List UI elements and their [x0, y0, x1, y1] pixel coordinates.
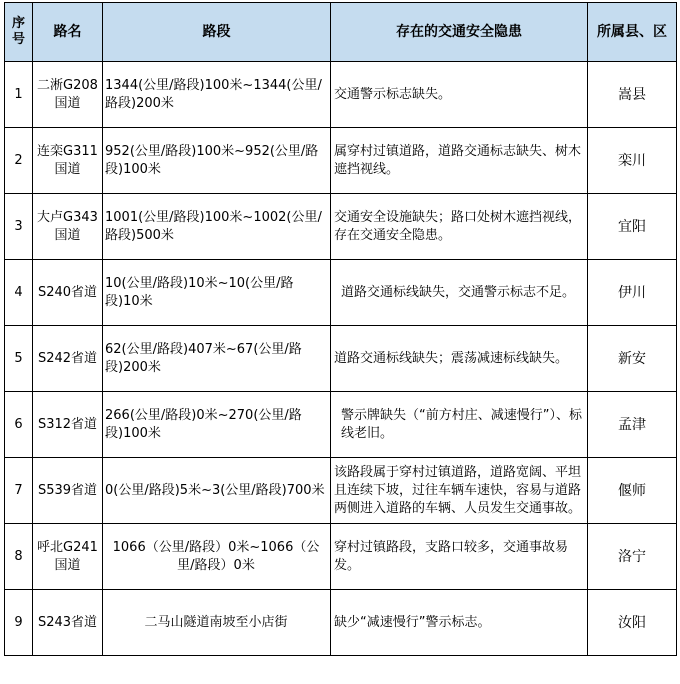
road-name	[33, 392, 103, 458]
row-number: 3	[5, 194, 33, 260]
road-name	[33, 524, 103, 590]
table-row	[5, 194, 677, 260]
road-name	[33, 194, 103, 260]
header-row	[5, 3, 677, 62]
road-name-line1: 呼北G241	[37, 539, 98, 555]
road-name	[33, 260, 103, 326]
header-serial-line2: 号	[11, 32, 25, 47]
header-road-name: 路名	[33, 3, 103, 62]
table-row	[5, 326, 677, 392]
district: 新安	[588, 326, 677, 392]
hazard-description: 属穿村过镇道路，道路交通标志缺失、树木遮挡视线。	[331, 128, 588, 194]
table-row	[5, 128, 677, 194]
road-segment: 1066（公里/路段）0米~1066（公里/路段）0米	[103, 524, 331, 590]
header-district: 所属县、区	[588, 3, 677, 62]
road-name	[33, 590, 103, 656]
road-segment: 0(公里/路段)5米~3(公里/路段)700米	[103, 458, 331, 524]
road-segment: 1344(公里/路段)100米~1344(公里/路段)200米	[103, 62, 331, 128]
hazard-table	[4, 2, 677, 656]
road-name-line1: S242省道	[37, 350, 98, 366]
district: 汝阳	[588, 590, 677, 656]
road-name-line1: 连栾G311	[37, 143, 98, 159]
table-row	[5, 392, 677, 458]
road-name-line1: 大卢G343	[37, 209, 98, 225]
road-name-line2: 国道	[54, 227, 81, 243]
header-segment: 路段	[103, 3, 331, 62]
district: 伊川	[588, 260, 677, 326]
road-name-line2: 国道	[54, 95, 81, 111]
hazard-description: 道路交通标线缺失；震荡减速标线缺失。	[331, 326, 588, 392]
header-hazard: 存在的交通安全隐患	[331, 3, 588, 62]
header-serial-line1: 序	[11, 16, 25, 31]
road-name-line1: S312省道	[37, 416, 98, 432]
table-row	[5, 260, 677, 326]
district: 偃师	[588, 458, 677, 524]
row-number: 8	[5, 524, 33, 590]
row-number: 9	[5, 590, 33, 656]
road-name-line1: 二淅G208	[37, 77, 98, 93]
road-name	[33, 128, 103, 194]
road-name-line2: 国道	[54, 557, 81, 573]
header-serial-number	[5, 3, 33, 62]
road-name-line1: S539省道	[37, 482, 98, 498]
table-row	[5, 590, 677, 656]
road-name	[33, 62, 103, 128]
road-name	[33, 326, 103, 392]
district: 宜阳	[588, 194, 677, 260]
road-segment: 266(公里/路段)0米~270(公里/路段)100米	[103, 392, 331, 458]
hazard-description: 该路段属于穿村过镇道路，道路宽阔、平坦且连续下坡，过往车辆车速快，容易与道路两侧进入道路的车辆、人员发生交通事故。	[331, 458, 588, 524]
row-number: 7	[5, 458, 33, 524]
table-row	[5, 458, 677, 524]
road-segment: 10(公里/路段)10米~10(公里/路段)10米	[103, 260, 331, 326]
row-number: 6	[5, 392, 33, 458]
road-segment: 62(公里/路段)407米~67(公里/路段)200米	[103, 326, 331, 392]
district: 栾川	[588, 128, 677, 194]
hazard-description: 警示牌缺失（“前方村庄、减速慢行”）、标线老旧。	[331, 392, 588, 458]
road-name-line2: 国道	[54, 161, 81, 177]
row-number: 2	[5, 128, 33, 194]
district: 嵩县	[588, 62, 677, 128]
row-number: 4	[5, 260, 33, 326]
road-name	[33, 458, 103, 524]
row-number: 5	[5, 326, 33, 392]
hazard-description: 穿村过镇路段，支路口较多，交通事故易发。	[331, 524, 588, 590]
row-number: 1	[5, 62, 33, 128]
hazard-description: 道路交通标线缺失，交通警示标志不足。	[331, 260, 588, 326]
table-row	[5, 524, 677, 590]
hazard-description: 交通安全设施缺失；路口处树木遮挡视线，存在交通安全隐患。	[331, 194, 588, 260]
hazard-description: 交通警示标志缺失。	[331, 62, 588, 128]
road-segment: 二马山隧道南坡至小店街	[103, 590, 331, 656]
road-segment: 1001(公里/路段)100米~1002(公里/路段)500米	[103, 194, 331, 260]
district: 洛宁	[588, 524, 677, 590]
district: 孟津	[588, 392, 677, 458]
hazard-description: 缺少“减速慢行”警示标志。	[331, 590, 588, 656]
road-name-line1: S240省道	[37, 284, 98, 300]
road-name-line1: S243省道	[37, 614, 98, 630]
road-segment: 952(公里/路段)100米~952(公里/路段)100米	[103, 128, 331, 194]
table-row	[5, 62, 677, 128]
